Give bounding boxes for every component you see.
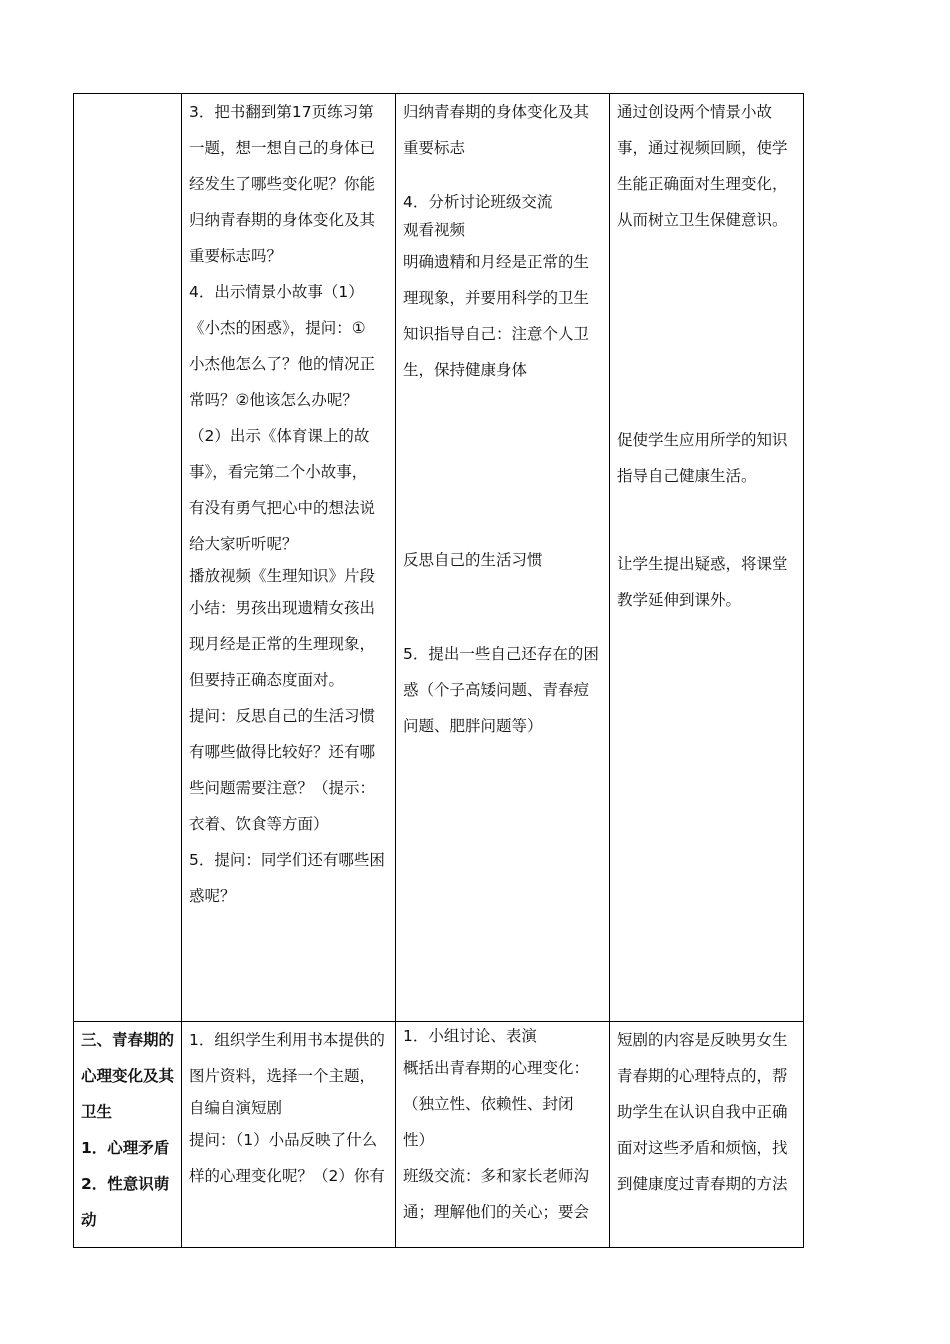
cell-text-line: 教学延伸到课外。: [617, 591, 742, 609]
cell-text-line: 归纳青春期的身体变化及其: [403, 103, 590, 121]
cell-text-line: 反思自己的生活习惯: [403, 551, 543, 569]
cell-student-activity: [396, 94, 610, 1022]
cell-student-activity: [396, 1022, 610, 1248]
cell-text-line: （独立性、依赖性、封闭: [403, 1095, 574, 1113]
cell-text-line: 到健康度过青春期的方法: [617, 1175, 788, 1193]
cell-text-line: 提问：（1）小品反映了什么: [189, 1131, 378, 1149]
cell-text-line: 衣着、饮食等方面）: [189, 815, 329, 833]
cell-text-line: 通过创设两个情景小故: [617, 103, 773, 121]
cell-text-line: 2．性意识萌: [81, 1175, 170, 1193]
cell-teacher-activity: [182, 94, 396, 1022]
line-spacer: [403, 388, 602, 542]
cell-text-line: 重要标志: [403, 139, 466, 157]
cell-design-intent: [610, 94, 804, 1022]
table-row: [74, 94, 804, 1022]
cell-text-line: 自编自演短剧: [189, 1099, 283, 1117]
cell-text-line: 面对这些矛盾和烦恼，找: [617, 1139, 788, 1157]
cell-text-line: 观看视频: [403, 221, 466, 239]
cell-stage: [74, 1022, 182, 1248]
cell-text-line: 小杰他怎么了？他的情况正: [189, 355, 376, 373]
cell-text-line: 小结：男孩出现遗精女孩出: [189, 599, 376, 617]
cell-text-line: 从而树立卫生保健意识。: [617, 211, 788, 229]
cell-text-line: 性）: [403, 1131, 435, 1149]
cell-text-line: 班级交流：多和家长老师沟: [403, 1167, 590, 1185]
cell-text-line: 惑（个子高矮问题、青春痘: [403, 681, 590, 699]
cell-text-line: 5．提问：同学们还有哪些困: [189, 851, 385, 869]
cell-text-line: 助学生在认识自我中正确: [617, 1103, 788, 1121]
cell-text-line: 促使学生应用所学的知识: [617, 431, 788, 449]
cell-text-line: 常吗？②他该怎么办呢？: [189, 391, 358, 409]
cell-text-line: 理现象，并要用科学的卫生: [403, 289, 590, 307]
line-spacer: [617, 238, 796, 422]
cell-text-line: 4．出示情景小故事（1）: [189, 283, 364, 301]
cell-text-line: 《小杰的困惑》，提问：①: [189, 319, 366, 337]
cell-text-line: 提问：反思自己的生活习惯: [189, 707, 376, 725]
cell-text-line: 经发生了哪些变化呢？你能: [189, 175, 376, 193]
cell-text-line: 些问题需要注意？（提示：: [189, 779, 376, 797]
cell-text-line: 有哪些做得比较好？还有哪: [189, 743, 376, 761]
lesson-plan-table: [73, 93, 804, 1248]
cell-text-line: 三、青春期的: [81, 1031, 175, 1049]
cell-text-line: 播放视频《生理知识》片段: [189, 567, 376, 585]
cell-text-line: 卫生: [81, 1103, 113, 1121]
table-row: [74, 1022, 804, 1248]
cell-text-line: 给大家听听呢？: [189, 535, 298, 553]
cell-text-line: （2）出示《体育课上的故: [189, 427, 370, 445]
cell-text-line: 样的心理变化呢？（2）你有: [189, 1167, 385, 1185]
cell-text-line: 惑呢？: [189, 887, 236, 905]
cell-design-intent: [610, 1022, 804, 1248]
cell-text-line: 1．心理矛盾: [81, 1139, 170, 1157]
cell-text-line: 但要持正确态度面对。: [189, 671, 345, 689]
cell-text-line: 知识指导自己：注意个人卫: [403, 325, 590, 343]
cell-stage: [74, 94, 182, 1022]
cell-teacher-activity: [182, 1022, 396, 1248]
line-spacer: [403, 166, 602, 188]
cell-text-line: 动: [81, 1211, 97, 1229]
cell-text-line: 青春期的心理特点的，帮: [617, 1067, 788, 1085]
cell-text-line: 事，通过视频回顾，使学: [617, 139, 788, 157]
cell-text-line: 短剧的内容是反映男女生: [617, 1031, 788, 1049]
cell-text-line: 指导自己健康生活。: [617, 467, 757, 485]
cell-text-line: 4．分析讨论班级交流: [403, 193, 553, 211]
line-spacer: [617, 494, 796, 546]
cell-text-line: 生，保持健康身体: [403, 361, 528, 379]
cell-text-line: 让学生提出疑惑，将课堂: [617, 555, 788, 573]
cell-text-line: 心理变化及其: [81, 1067, 175, 1085]
cell-text-line: 3．把书翻到第17页练习第: [189, 103, 374, 121]
cell-text-line: 一题，想一想自己的身体已: [189, 139, 376, 157]
cell-text-line: 现月经是正常的生理现象，: [189, 635, 376, 653]
line-spacer: [403, 578, 602, 636]
cell-text-line: 通；理解他们的关心；要会: [403, 1203, 590, 1221]
cell-text-line: 概括出青春期的心理变化：: [403, 1059, 590, 1077]
cell-text-line: 归纳青春期的身体变化及其: [189, 211, 376, 229]
cell-text-line: 有没有勇气把心中的想法说: [189, 499, 376, 517]
cell-text-line: 1．小组讨论、表演: [403, 1027, 537, 1045]
cell-text-line: 重要标志吗？: [189, 247, 283, 265]
cell-text-line: 事》，看完第二个小故事，: [189, 463, 368, 481]
cell-text-line: 生能正确面对生理变化，: [617, 175, 788, 193]
cell-text-line: 图片资料，选择一个主题，: [189, 1067, 376, 1085]
cell-text-line: 问题、肥胖问题等）: [403, 717, 543, 735]
cell-text-line: 1．组织学生利用书本提供的: [189, 1031, 385, 1049]
cell-text-line: 明确遗精和月经是正常的生: [403, 253, 590, 271]
cell-text-line: 5．提出一些自己还存在的困: [403, 645, 599, 663]
